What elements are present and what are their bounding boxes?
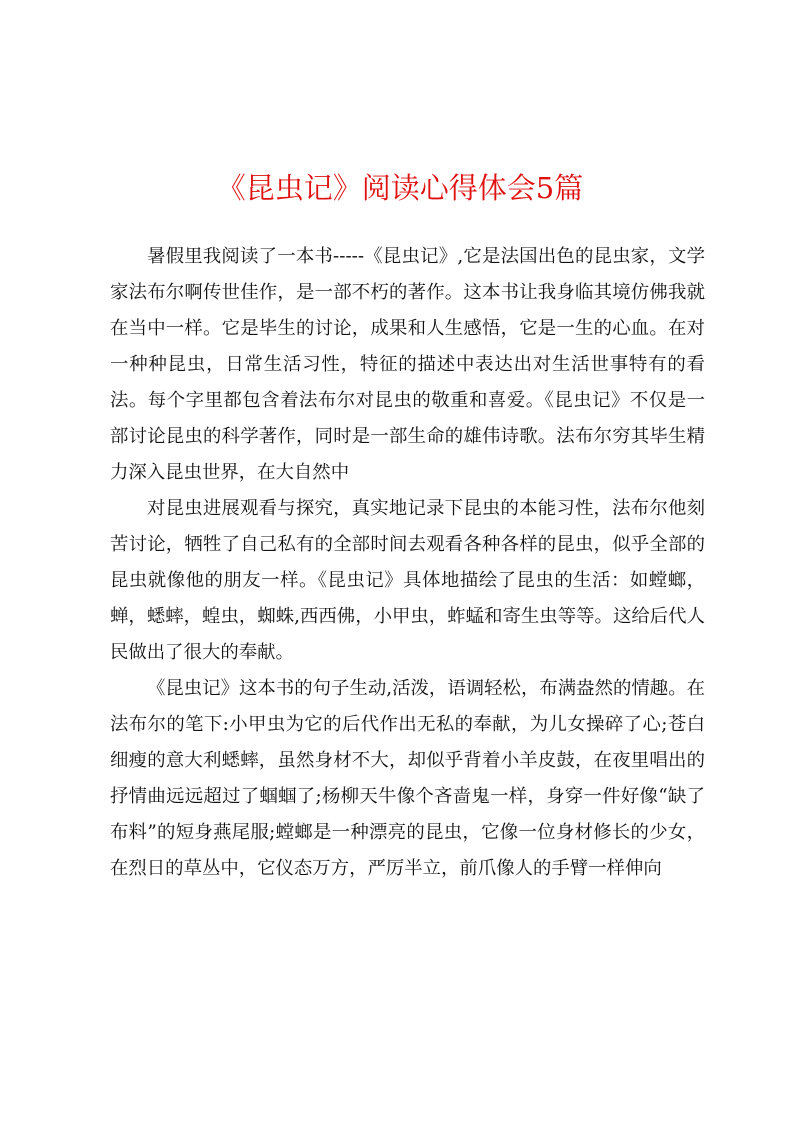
paragraph-3: 《昆虫记》这本书的句子生动,活泼，语调轻松，布满盎然的情趣。在法布尔的笔下:小甲虫为它的后代作出无私的奉献，为儿女操碎了心;苍白细瘦的意大利蟋蟀，虽然身材不大，却似乎背着小羊皮鼓，在夜里唱出的抒情曲远远超过了蝈蝈了;杨柳天牛像个吝啬鬼一样，身穿一件好像“缺了布料”的短身燕尾服;螳螂是一种漂亮的昆虫，它像一位身材修长的少女，在烈日的草丛中，它仪态万方，严厉半立，前爪像人的手臂一样伸向 (110, 678, 705, 879)
document-body (110, 239, 705, 887)
document-title: 《昆虫记》阅读心得体会5篇 (216, 171, 584, 205)
paragraph-2: 对昆虫进展观看与探究，真实地记录下昆虫的本能习性，法布尔他刻苦讨论，牺牲了自己私有的全部时间去观看各种各样的昆虫，似乎全部的昆虫就像他的朋友一样。《昆虫记》具体地描绘了昆虫的生活：如螳螂，蝉，蟋蟀，蝗虫，蜘蛛,西西佛，小甲虫，蚱蜢和寄生虫等等。这给后代人民做出了很大的奉献。 (110, 498, 705, 663)
paragraph-1: 暑假里我阅读了一本书-----《昆虫记》,它是法国出色的昆虫家，文学家法布尔啊传世佳作，是一部不朽的著作。这本书让我身临其境仿佛我就在当中一样。它是毕生的讨论，成果和人生感悟，它是一生的心血。在对一种种昆虫，日常生活习性，特征的描述中表达出对生活世事特有的看法。每个字里都包含着法布尔对昆虫的敬重和喜爱。《昆虫记》不仅是一部讨论昆虫的科学著作，同时是一部生命的雄伟诗歌。法布尔穷其毕生精力深入昆虫世界，在大自然中 (110, 246, 705, 483)
